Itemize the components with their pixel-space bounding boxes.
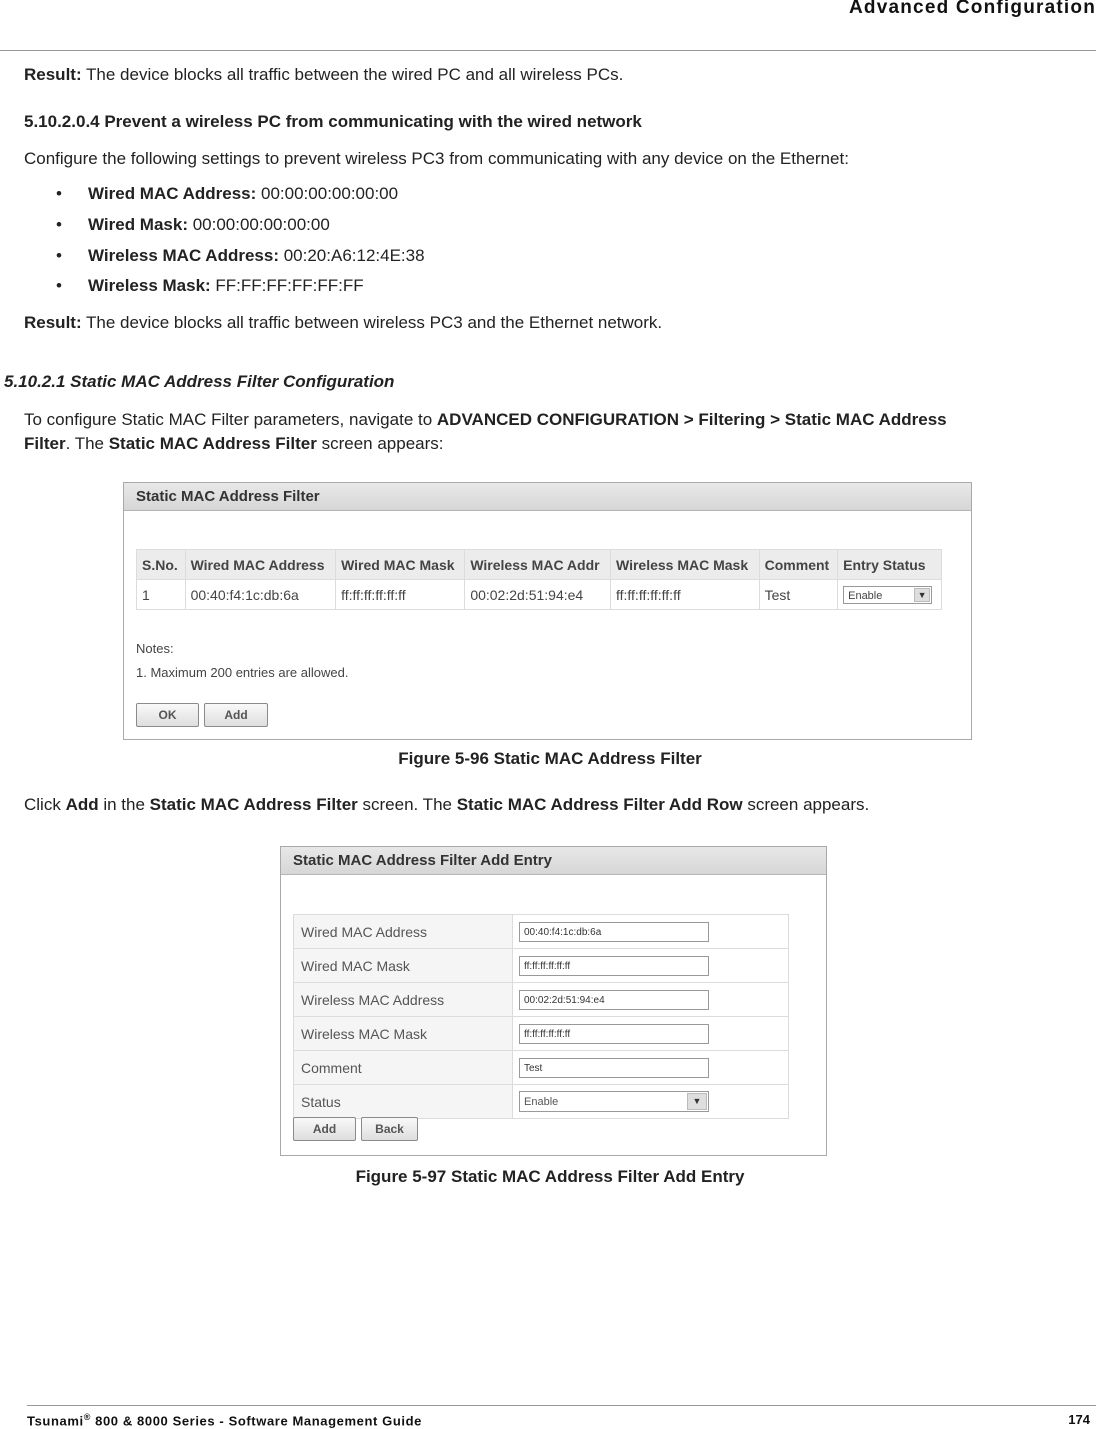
- cell-comment: Test: [759, 580, 837, 610]
- col-header: S.No.: [137, 550, 186, 580]
- bullet-item: • Wireless Mask: FF:FF:FF:FF:FF:FF: [56, 276, 364, 295]
- field-label: Wired MAC Mask: [294, 949, 513, 983]
- cell-wireless-mask: ff:ff:ff:ff:ff:ff: [610, 580, 759, 610]
- field-label: Wireless MAC Mask: [294, 1017, 513, 1051]
- form-row: [294, 949, 789, 983]
- section-heading-5-10-2-0-4: 5.10.2.0.4 Prevent a wireless PC from communicating with the wired network: [24, 112, 642, 131]
- col-header: Wireless MAC Mask: [610, 550, 759, 580]
- intro-paragraph: Configure the following settings to prevent wireless PC3 from communicating with any device on the Ethernet:: [24, 149, 849, 168]
- header-rule: [0, 50, 1096, 51]
- mac-filter-table: [136, 549, 942, 610]
- comment-field[interactable]: Test: [519, 1058, 709, 1078]
- entry-status-select[interactable]: Enable ▼: [843, 586, 932, 604]
- back-button[interactable]: Back: [361, 1117, 418, 1141]
- bullet-item: • Wireless MAC Address: 00:20:A6:12:4E:38: [56, 246, 425, 265]
- field-label: Comment: [294, 1051, 513, 1085]
- col-header: Wired MAC Mask: [336, 550, 465, 580]
- cell-entry-status: [838, 580, 942, 610]
- table-header-row: [137, 550, 942, 580]
- static-mac-filter-panel: [123, 482, 972, 740]
- wired-mac-mask-field[interactable]: ff:ff:ff:ff:ff:ff: [519, 956, 709, 976]
- click-paragraph: Click Add in the Static MAC Address Filter screen. The Static MAC Address Filter Add Row screen appears.: [24, 795, 870, 814]
- footer-rule: [27, 1405, 1096, 1406]
- add-button[interactable]: Add: [204, 703, 268, 727]
- add-button[interactable]: Add: [293, 1117, 356, 1141]
- wired-mac-address-field[interactable]: 00:40:f4:1c:db:6a: [519, 922, 709, 942]
- result-paragraph-2: Result: The device blocks all traffic between wireless PC3 and the Ethernet network.: [24, 313, 663, 332]
- footer-title: Tsunami® 800 & 8000 Series - Software Management Guide: [27, 1412, 422, 1429]
- figure-caption-97: Figure 5-97 Static MAC Address Filter Add Entry: [355, 1167, 745, 1186]
- table-row: [137, 580, 942, 610]
- chevron-down-icon: ▼: [914, 588, 930, 602]
- wireless-mac-address-field[interactable]: 00:02:2d:51:94:e4: [519, 990, 709, 1010]
- col-header: Entry Status: [838, 550, 942, 580]
- wireless-mac-mask-field[interactable]: ff:ff:ff:ff:ff:ff: [519, 1024, 709, 1044]
- panel-title: Static MAC Address Filter: [124, 483, 971, 511]
- navigation-paragraph: To configure Static MAC Filter parameters, navigate to ADVANCED CONFIGURATION > Filtering > Static MAC Address: [24, 410, 947, 429]
- cell-sno: 1: [137, 580, 186, 610]
- field-label: Wireless MAC Address: [294, 983, 513, 1017]
- field-label: Wired MAC Address: [294, 915, 513, 949]
- cell-wireless-mac: 00:02:2d:51:94:e4: [465, 580, 611, 610]
- ok-button[interactable]: OK: [136, 703, 199, 727]
- notes-label: Notes:: [136, 641, 174, 656]
- cell-wired-mask: ff:ff:ff:ff:ff:ff: [336, 580, 465, 610]
- form-row: [294, 1017, 789, 1051]
- col-header: Comment: [759, 550, 837, 580]
- form-row: [294, 983, 789, 1017]
- bullet-item: • Wired MAC Address: 00:00:00:00:00:00: [56, 184, 399, 203]
- result-paragraph-1: Result: The device blocks all traffic between the wired PC and all wireless PCs.: [24, 65, 624, 84]
- form-row: [294, 915, 789, 949]
- form-row: [294, 1085, 789, 1119]
- status-select[interactable]: Enable ▼: [519, 1091, 709, 1112]
- running-header: Advanced Configuration: [848, 0, 1096, 18]
- add-entry-form: [293, 914, 789, 1119]
- section-heading-5-10-2-1: 5.10.2.1 Static MAC Address Filter Configuration: [4, 372, 395, 391]
- cell-wired-mac: 00:40:f4:1c:db:6a: [185, 580, 336, 610]
- page-number: 174: [1068, 1412, 1090, 1427]
- form-row: [294, 1051, 789, 1085]
- col-header: Wireless MAC Addr: [465, 550, 611, 580]
- add-entry-panel: [280, 846, 827, 1156]
- figure-caption-96: Figure 5-96 Static MAC Address Filter: [398, 749, 702, 768]
- chevron-down-icon: ▼: [687, 1093, 707, 1110]
- navigation-paragraph-cont: Filter. The Static MAC Address Filter screen appears:: [24, 434, 444, 453]
- field-label: Status: [294, 1085, 513, 1119]
- panel-title: Static MAC Address Filter Add Entry: [281, 847, 826, 875]
- col-header: Wired MAC Address: [185, 550, 336, 580]
- bullet-item: • Wired Mask: 00:00:00:00:00:00: [56, 215, 330, 234]
- note-item: 1. Maximum 200 entries are allowed.: [136, 665, 349, 680]
